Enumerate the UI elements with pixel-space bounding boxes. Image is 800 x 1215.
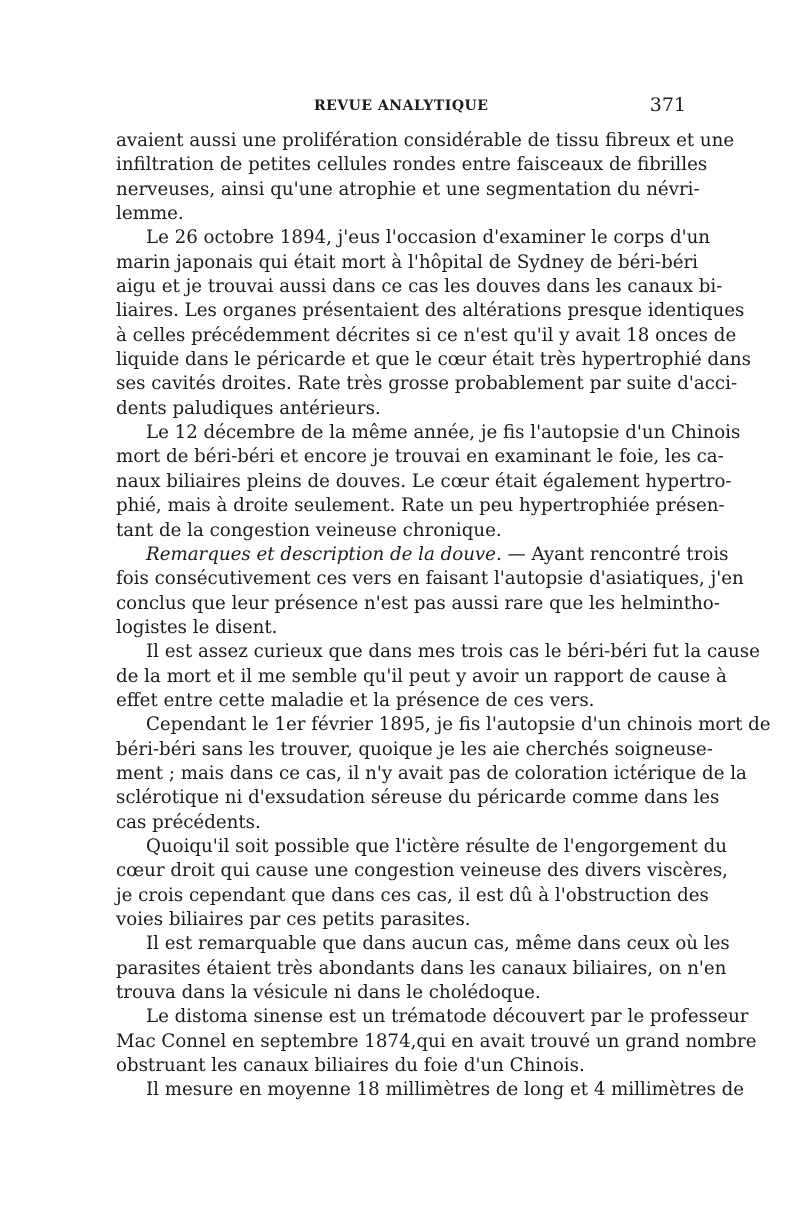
- text-line: phié, mais à droite seulement. Rate un peu hypertrophiée présen-: [116, 495, 725, 517]
- remarques-heading: Remarques et description de la douve.: [146, 543, 502, 565]
- text-line: Cependant le 1er février 1895, je fis l'autopsie d'un chinois mort de: [146, 714, 771, 736]
- text-line: dents paludiques antérieurs.: [116, 397, 381, 419]
- text-line-remarques: [116, 543, 729, 567]
- text-line: ment ; mais dans ce cas, il n'y avait pas de coloration ictérique de la: [116, 762, 747, 784]
- text-line: Le 26 octobre 1894, j'eus l'occasion d'examiner le corps d'un: [146, 227, 711, 249]
- text-line: Mac Connel en septembre 1874,qui en avait trouvé un grand nombre: [116, 1030, 757, 1052]
- text-line: aigu et je trouvai aussi dans ce cas les douves dans les canaux bi-: [116, 276, 723, 298]
- text-line: sclérotique ni d'exsudation séreuse du péricarde comme dans les: [116, 787, 720, 809]
- text-line: cas précédents.: [116, 811, 261, 833]
- text-line: infiltration de petites cellules rondes entre faisceaux de fibrilles: [116, 154, 708, 176]
- text-line: Il est remarquable que dans aucun cas, même dans ceux où les: [146, 933, 730, 955]
- text-line: liquide dans le péricarde et que le cœur était très hypertrophié dans: [116, 349, 751, 371]
- remarques-text: — Ayant rencontré trois: [507, 543, 729, 565]
- text-line: avaient aussi une prolifération considérable de tissu fibreux et une: [116, 130, 735, 151]
- text-line: liaires. Les organes présentaient des altérations presque identiques: [116, 300, 745, 322]
- text-line: Le 12 décembre de la même année, je fis l'autopsie d'un Chinois: [146, 422, 741, 444]
- page-number: 371: [649, 94, 686, 116]
- text-line: béri-béri sans les trouver, quoique je les aie cherchés soigneuse-: [116, 738, 713, 760]
- text-line: trouva dans la vésicule ni dans le cholédoque.: [116, 982, 541, 1004]
- text-line: Quoiqu'il soit possible que l'ictère résulte de l'engorgement du: [146, 835, 727, 857]
- body-text: [116, 129, 771, 1103]
- text-line: cœur droit qui cause une congestion veineuse des divers viscères,: [116, 860, 728, 882]
- text-line: Il mesure en moyenne 18 millimètres de long et 4 millimètres de: [146, 1079, 744, 1101]
- text-line: obstruant les canaux biliaires du foie d'un Chinois.: [116, 1055, 585, 1077]
- text-line: tant de la congestion veineuse chronique.: [116, 519, 502, 541]
- text-line: conclus que leur présence n'est pas aussi rare que les helmintho-: [116, 592, 720, 614]
- text-line: nerveuses, ainsi qu'une atrophie et une segmentation du névri-: [116, 178, 700, 200]
- text-line: parasites étaient très abondants dans les canaux biliaires, on n'en: [116, 957, 727, 979]
- text-line: de la mort et il me semble qu'il peut y avoir un rapport de cause à: [116, 665, 727, 687]
- text-line: logistes le disent.: [116, 616, 278, 638]
- text-line: Le distoma sinense est un trématode découvert par le professeur: [146, 1006, 749, 1028]
- text-line: lemme.: [116, 203, 184, 225]
- page-header: [112, 92, 686, 120]
- text-line: fois consécutivement ces vers en faisant l'autopsie d'asiatiques, j'en: [116, 568, 744, 590]
- text-line: marin japonais qui était mort à l'hôpital de Sydney de béri-béri: [116, 251, 698, 273]
- text-line: voies biliaires par ces petits parasites.: [116, 909, 471, 930]
- text-line: à celles précédemment décrites si ce n'est qu'il y avait 18 onces de: [116, 324, 737, 346]
- text-line: mort de béri-béri et encore je trouvai en examinant le foie, les ca-: [116, 446, 724, 468]
- running-head: REVUE ANALYTIQUE: [314, 98, 489, 114]
- text-line: effet entre cette maladie et la présence de ces vers.: [116, 689, 595, 711]
- text-line: je crois cependant que dans ces cas, il est dû à l'obstruction des: [116, 884, 709, 906]
- text-line: Il est assez curieux que dans mes trois cas le béri-béri fut la cause: [146, 641, 760, 663]
- text-line: naux biliaires pleins de douves. Le cœur était également hypertro-: [116, 470, 732, 492]
- text-line: ses cavités droites. Rate très grosse probablement par suite d'acci-: [116, 373, 738, 395]
